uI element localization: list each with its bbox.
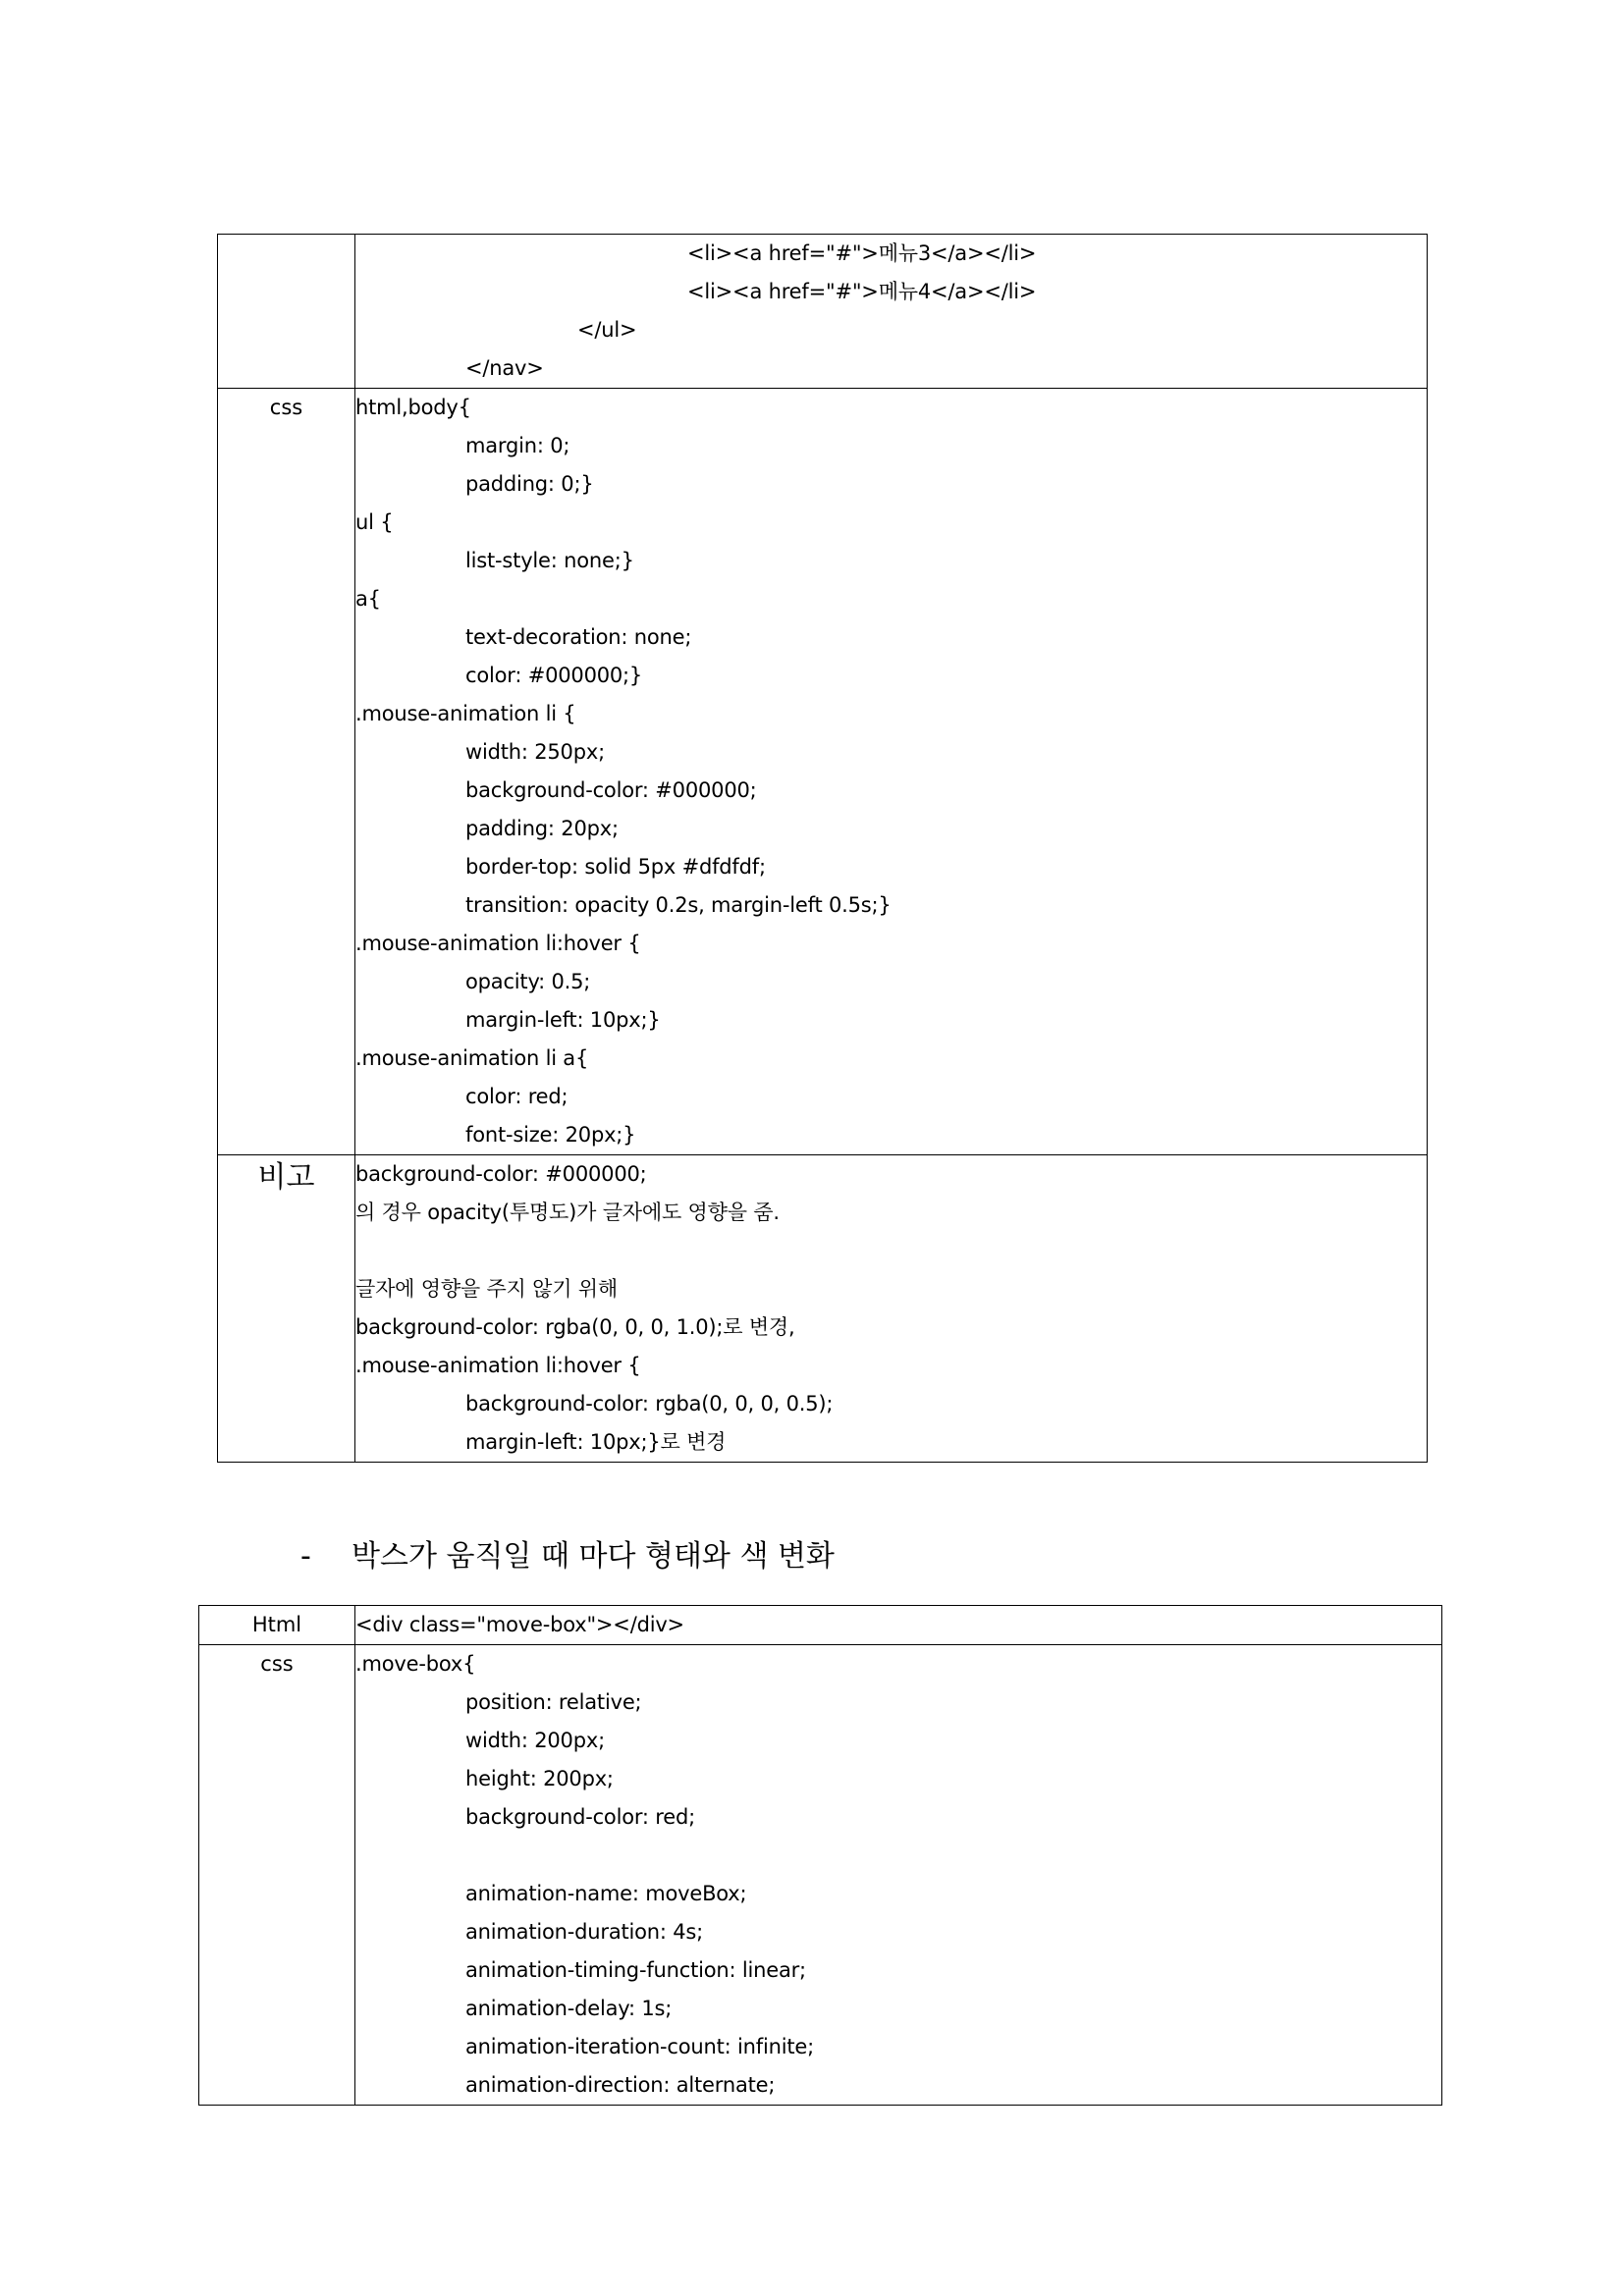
table-row [218, 235, 1428, 389]
code-line: animation-name: moveBox; [465, 1882, 747, 1905]
code-line: position: relative; [465, 1690, 642, 1714]
code-line: font-size: 20px;} [465, 1123, 636, 1147]
code-line: animation-duration: 4s; [465, 1920, 704, 1944]
code-line: width: 250px; [465, 740, 605, 764]
row-label-note: 비고 [218, 1155, 355, 1463]
code-cell [355, 1645, 1442, 2106]
code-line: background-color: #000000; [465, 778, 757, 802]
code-line: ul { [355, 510, 394, 534]
bullet-dash: - [300, 1539, 311, 1574]
code-line: margin: 0; [465, 434, 570, 457]
code-line: .move-box{ [355, 1652, 476, 1676]
code-cell [355, 389, 1428, 1155]
code-line: <div class="move-box"></div> [355, 1613, 684, 1636]
note-cell [355, 1155, 1428, 1463]
code-line: <li><a href="#">메뉴4</a></li> [687, 280, 1037, 303]
note-line: margin-left: 10px;}로 변경 [465, 1430, 727, 1454]
table-row [218, 1155, 1428, 1463]
code-table-2 [198, 1605, 1442, 2106]
note-line: .mouse-animation li:hover { [355, 1354, 641, 1377]
code-line: color: red; [465, 1085, 568, 1108]
code-line: a{ [355, 587, 381, 611]
note-line: 의 경우 opacity(투명도)가 글자에도 영향을 줌. [355, 1201, 780, 1224]
code-line: .mouse-animation li a{ [355, 1046, 589, 1070]
row-label [218, 235, 355, 389]
note-line: 글자에 영향을 주지 않기 위해 [355, 1277, 618, 1301]
code-line: color: #000000;} [465, 664, 643, 687]
code-line: width: 200px; [465, 1729, 605, 1752]
code-table-1 [217, 234, 1428, 1463]
code-line: padding: 20px; [465, 817, 619, 840]
code-line: height: 200px; [465, 1767, 614, 1790]
code-line: .mouse-animation li { [355, 702, 576, 725]
code-cell [355, 1606, 1442, 1645]
code-line: margin-left: 10px;} [465, 1008, 661, 1032]
table-row [218, 389, 1428, 1155]
code-line: background-color: red; [465, 1805, 695, 1829]
code-line: list-style: none;} [465, 549, 634, 572]
table-row [199, 1645, 1442, 2106]
section-heading-text: 박스가 움직일 때 마다 형태와 색 변화 [352, 1539, 835, 1574]
row-label-css: css [199, 1645, 355, 2106]
code-line: animation-delay: 1s; [465, 1997, 673, 2020]
row-label-html: Html [199, 1606, 355, 1645]
code-line: transition: opacity 0.2s, margin-left 0.5s;} [465, 893, 892, 917]
row-label-css: css [218, 389, 355, 1155]
blank-line [355, 1837, 1441, 1875]
note-line: background-color: rgba(0, 0, 0, 1.0);로 변경, [355, 1315, 795, 1339]
note-line: background-color: #000000; [355, 1162, 647, 1186]
table-row [199, 1606, 1442, 1645]
code-line: animation-timing-function: linear; [465, 1958, 806, 1982]
blank-line [355, 1232, 1427, 1270]
code-line: opacity: 0.5; [465, 970, 591, 993]
code-line: text-decoration: none; [465, 625, 692, 649]
code-line: </ul> [577, 318, 637, 342]
code-line: .mouse-animation li:hover { [355, 932, 641, 955]
note-line: background-color: rgba(0, 0, 0, 0.5); [465, 1392, 834, 1415]
code-line: padding: 0;} [465, 472, 594, 496]
code-line: html,body{ [355, 396, 471, 419]
code-line: border-top: solid 5px #dfdfdf; [465, 855, 766, 879]
code-line: </nav> [465, 356, 544, 380]
code-line: <li><a href="#">메뉴3</a></li> [687, 241, 1037, 265]
code-line: animation-direction: alternate; [465, 2073, 776, 2097]
section-heading [300, 1533, 835, 1580]
code-cell [355, 235, 1428, 389]
code-line: animation-iteration-count: infinite; [465, 2035, 814, 2058]
